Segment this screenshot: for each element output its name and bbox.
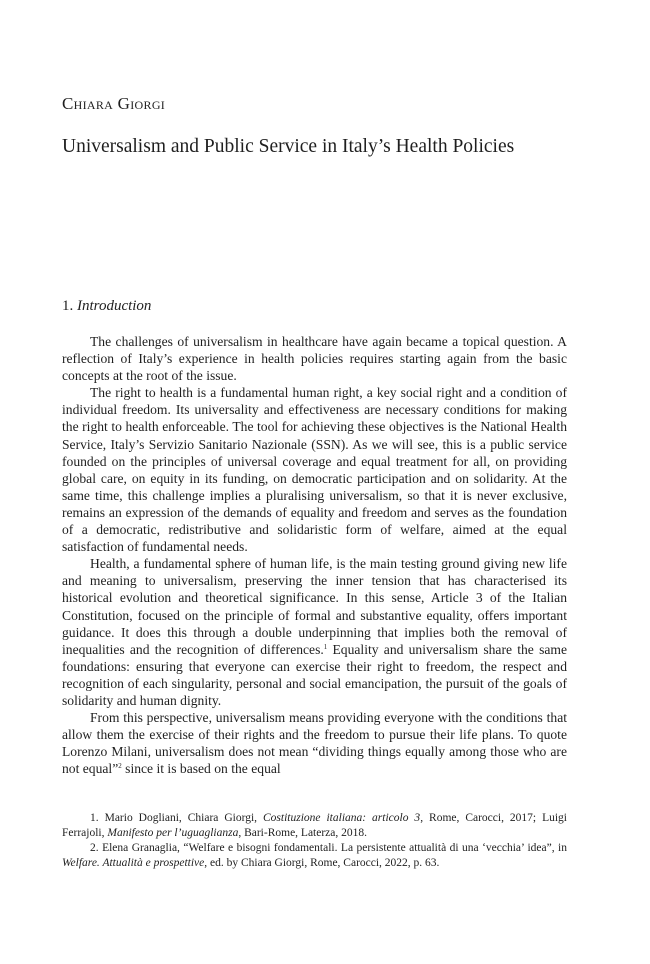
cited-title: Manifesto per l’uguaglianza <box>107 827 239 839</box>
section-name: Introduction <box>77 298 152 314</box>
footnote-text: Mario Dogliani, Chiara Giorgi, <box>98 812 264 824</box>
footnote-ref: 1 <box>323 642 328 651</box>
footnote-text: Elena Granaglia, “Welfare e bisogni fondamentali. La persistente attualità di una ‘vecchia’ idea”, in <box>98 842 567 854</box>
footnote-number: 1. <box>90 812 99 824</box>
chapter-title: Universalism and Public Service in Italy’s Health Policies <box>62 136 515 157</box>
footnote <box>62 841 567 871</box>
footnote-ref: 2 <box>118 762 122 771</box>
section-number: 1. <box>62 298 74 314</box>
paragraph: The right to health is a fundamental human right, a key social right and a condition of individual freedom. Its universality and effectiveness are necessary conditions for making the right to health enforceable. The tool for achieving these objectives is the National Health Service, Italy’s Servizio Sanitario Nazionale (SSN). As we will see, this is a public service founded on the principles of universal coverage and equal treatment for all, on providing global care, on equity in its funding, on democratic participation and on solidarity. At the same time, this challenge implies a pluralising universalism, so that it is never exclusive, remains an expression of the demands of equality and freedom and serves as the foundation of a democratic, redistributive and solidaristic form of welfare, aimed at the equal satisfaction of fundamental needs. <box>62 385 567 555</box>
paragraph <box>62 709 567 777</box>
footnote-text: , ed. by Chiara Giorgi, Rome, Carocci, 2022, p. 63. <box>204 857 440 869</box>
paragraph: The challenges of universalism in healthcare have again became a topical question. A reflection of Italy’s experience in health policies requires starting again from the basic concepts at the root of the issue. <box>62 334 567 384</box>
paragraph-text: From this perspective, universalism means providing everyone with the conditions that allow them the exercise of their rights and the freedom to pursue their life plans. To quote Lorenzo Milani, universalism does not mean “dividing things equally among those who are not equal” <box>62 710 567 777</box>
paragraph-text: Health, a fundamental sphere of human life, is the main testing ground giving new life and meaning to universalism, preserving the inner tension that has characterised its historical evolution and theoretical significance. In this sense, Article 3 of the Italian Constitution, focused on the principle of formal and substantive equality, offers important guidance. It does this through a double underpinning that implies both the removal of inequalities and the recognition of differences. <box>62 556 567 657</box>
footnote <box>62 811 567 841</box>
section-heading <box>62 298 151 315</box>
footnote-text: , Rome, Carocci, 2017; Luigi Ferrajoli, <box>62 812 567 839</box>
paragraph <box>62 555 567 709</box>
author-name: Chiara Giorgi <box>62 94 166 113</box>
footnote-number: 2. <box>90 842 99 854</box>
footnote-text: , Bari-Rome, Laterza, 2018. <box>238 827 368 839</box>
paragraph-text: since it is based on the equal <box>121 761 281 777</box>
cited-title: Welfare. Attualità e prospettive <box>62 857 205 869</box>
body-text <box>62 333 567 777</box>
paragraph-text: Equality and universalism share the same foundations: ensuring that everyone can exercise their right to freedom, the respect and recognition of each singularity, personal and social emancipation, the pursuit of the goals of solidarity and human dignity. <box>62 641 567 708</box>
cited-title: Costituzione italiana: articolo 3 <box>263 812 421 824</box>
footnotes <box>62 811 567 871</box>
